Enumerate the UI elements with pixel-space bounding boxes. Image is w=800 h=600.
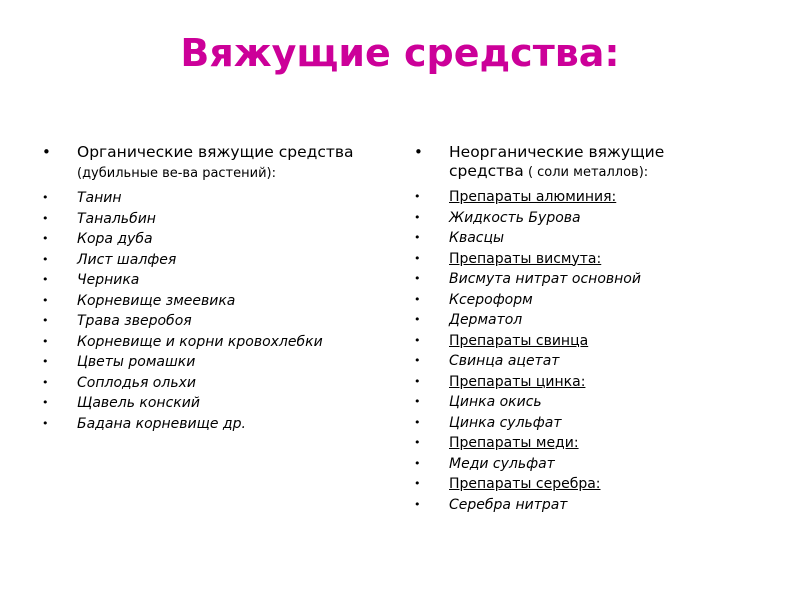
list-item: [412, 392, 742, 413]
bullet: •: [414, 497, 421, 511]
list-item-text: Цветы ромашки: [77, 354, 196, 370]
list-item-text: Танальбин: [77, 210, 156, 227]
bullet: •: [414, 292, 421, 306]
list-item: [412, 290, 742, 311]
bullet: •: [414, 251, 421, 265]
bullet: •: [414, 210, 421, 224]
list-item: [412, 454, 742, 475]
list-item: [412, 269, 742, 290]
bullet: •: [414, 313, 421, 326]
organic-heading-sub: (дубильные ве-ва растений):: [77, 166, 276, 181]
list-item-text: Трава зверобоя: [77, 313, 192, 329]
list-item-text: Цинка окись: [449, 394, 542, 410]
list-item: [40, 352, 370, 373]
bullet: •: [42, 293, 49, 307]
list-item: [412, 413, 742, 434]
bullet: •: [42, 314, 49, 327]
bullet: •: [414, 190, 421, 203]
bullet: •: [42, 273, 49, 286]
bullet: •: [42, 355, 49, 368]
list-item-text: Корневище змеевика: [77, 292, 236, 309]
list-item: [40, 209, 370, 230]
bullet: •: [414, 395, 421, 408]
group-heading-text: Препараты меди:: [449, 435, 579, 451]
bullet: •: [414, 231, 421, 244]
list-item: [40, 229, 370, 250]
bullet: •: [42, 396, 49, 409]
list-item-text: Танин: [77, 190, 122, 206]
list-item: [40, 188, 370, 209]
group-heading: [412, 372, 742, 393]
list-item-text: Свинца ацетат: [449, 353, 560, 369]
bullet: •: [414, 456, 421, 470]
bullet: •: [414, 354, 421, 367]
list-item-text: Дерматол: [449, 312, 523, 328]
list-item: [40, 270, 370, 291]
list-item-text: Жидкость Бурова: [449, 209, 581, 226]
group-heading-text: Препараты цинка:: [449, 373, 586, 390]
list-item-text: Серебра нитрат: [449, 496, 568, 513]
list-item-text: Висмута нитрат основной: [449, 271, 641, 287]
list-item: [40, 332, 370, 353]
list-item: [412, 228, 742, 249]
bullet: •: [42, 191, 49, 204]
bullet: •: [414, 415, 421, 429]
group-heading: [412, 249, 742, 270]
inorganic-heading-sub: ( соли металлов):: [523, 165, 649, 180]
bullet: •: [414, 272, 421, 285]
list-item-text: Меди сульфат: [449, 455, 555, 472]
bullet: •: [42, 232, 49, 245]
bullet: •: [414, 374, 421, 388]
group-heading: [412, 187, 742, 208]
list-item-text: Корневище и корни кровохлебки: [77, 333, 323, 350]
list-item: [40, 291, 370, 312]
inorganic-heading-main: Неорганические вяжущие средства: [449, 143, 665, 180]
list-item-text: Черника: [77, 272, 140, 288]
bullet: •: [42, 252, 49, 266]
list-item: [40, 311, 370, 332]
bullet: •: [42, 143, 51, 161]
list-item-text: Соплодья ольхи: [77, 374, 196, 391]
list-item: [40, 414, 370, 435]
bullet: •: [414, 333, 421, 347]
list-item-text: Квасцы: [449, 230, 505, 246]
group-heading-text: Препараты серебра:: [449, 476, 601, 492]
list-item: [40, 250, 370, 271]
group-heading-text: Препараты висмута:: [449, 250, 602, 267]
group-heading: [412, 433, 742, 454]
group-heading: [412, 331, 742, 352]
list-item: [40, 373, 370, 394]
group-heading-text: Препараты алюминия:: [449, 189, 617, 205]
organic-heading: [40, 143, 370, 183]
inorganic-astringents-list: [412, 143, 742, 515]
list-item: [412, 310, 742, 331]
list-item-text: Кора дуба: [77, 231, 153, 247]
list-item-text: Ксероформ: [449, 291, 533, 308]
list-item: [412, 495, 742, 516]
organic-heading-main: Органические вяжущие средства: [77, 143, 354, 161]
list-item-text: Лист шалфея: [77, 251, 177, 268]
bullet: •: [414, 143, 423, 161]
bullet: •: [414, 477, 421, 490]
inorganic-heading: [412, 143, 742, 182]
bullet: •: [42, 211, 49, 225]
list-item: [40, 393, 370, 414]
bullet: •: [42, 334, 49, 348]
group-heading-text: Препараты свинца: [449, 332, 589, 349]
list-item-text: Цинка сульфат: [449, 414, 562, 431]
list-item: [412, 208, 742, 229]
bullet: •: [414, 436, 421, 449]
bullet: •: [42, 416, 49, 430]
group-heading: [412, 474, 742, 495]
bullet: •: [42, 375, 49, 389]
list-item-text: Бадана корневище др.: [77, 415, 246, 432]
slide-title: Вяжущие средства:: [180, 31, 620, 75]
list-item-text: Щавель конский: [77, 395, 200, 411]
organic-astringents-list: [40, 143, 370, 434]
list-item: [412, 351, 742, 372]
